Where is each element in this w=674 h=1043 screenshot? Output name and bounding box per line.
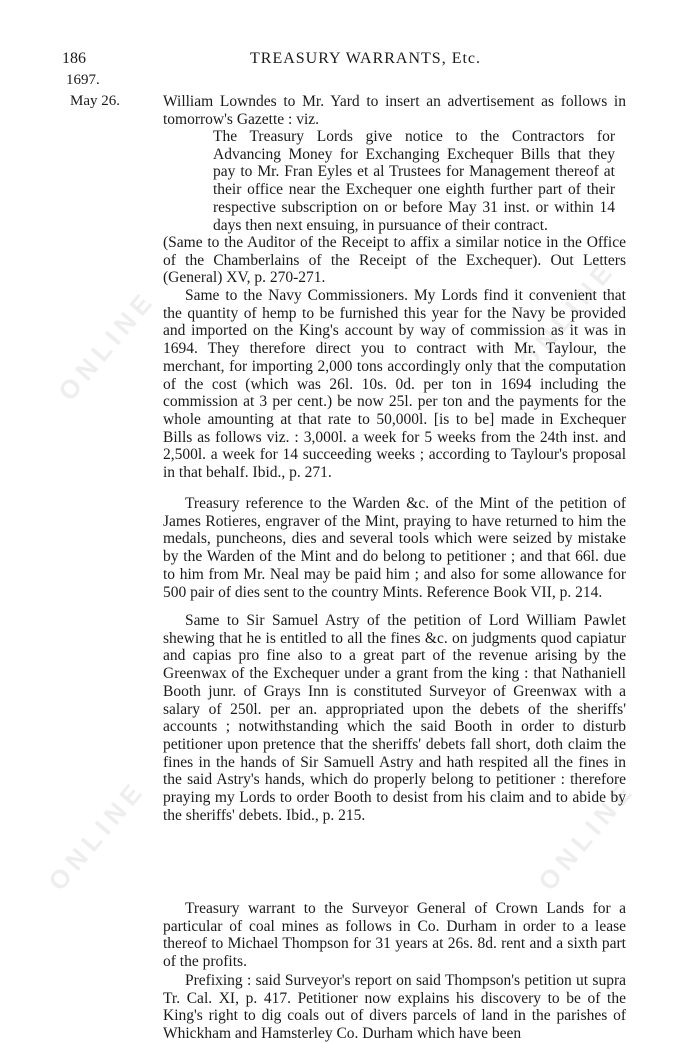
paragraph-prefixing: Prefixing : said Surveyor's report on said Thompson's petition ut supra Tr. Cal. XI, p. 417. Petitioner now explains his discovery to be of the King's right to dig coals out of divers parcels of land in the parishes of Whickham and Hamsterley Co. Durham which have been — [163, 972, 626, 1043]
margin-date: May 26. — [70, 93, 120, 109]
watermark: ONLINE — [52, 284, 162, 407]
paragraph-coal-mines-warrant: Treasury warrant to the Surveyor General of Crown Lands for a particular of coal mines as follows in Co. Durham in order to a lease thereof to Michael Thompson for 31 years at 26s. 8d. rent and a sixth part of the profits. — [163, 900, 626, 971]
paragraph-gazette-notice: The Treasury Lords give notice to the Contractors for Advancing Money for Exchanging Exchequer Bills that they pay to Mr. Fran Eyles et al Trustees for Management thereof at their office near the Exchequer one eighth further part of their respective subscription on or before May 31 inst. or within 14 days then next ensuing, in pursuance of their contract. — [213, 128, 615, 234]
paragraph-auditor-note: (Same to the Auditor of the Receipt to affix a similar notice in the Office of the Chamberlains of the Receipt of the Exchequer). Out Letters (General) XV, p. 270-271. — [163, 234, 626, 287]
page-number: 186 — [62, 50, 86, 67]
watermark: ONLINE — [42, 774, 152, 897]
paragraph-mint-reference: Treasury reference to the Warden &c. of the Mint of the petition of James Rotieres, engraver of the Mint, praying to have returned to him the medals, puncheons, dies and several tools which were seized by mistake by the Warden of the Mint and do belong to petitioner ; and that 66l. due to him from Mr. Neal may be paid him ; and also for some allowance for 500 pair of dies sent to the country Mints. Reference Book VII, p. 214. — [163, 495, 626, 601]
paragraph-lowndes-advertisement: William Lowndes to Mr. Yard to insert an advertisement as follows in tomorrow's Gazette : viz. — [163, 93, 626, 128]
watermark: ONLINE — [532, 774, 642, 897]
watermark: ONLINE — [512, 254, 622, 377]
paragraph-navy-commissioners: Same to the Navy Commissioners. My Lords find it convenient that the quantity of hemp to be furnished this year for the Navy be provided and imported on the King's account by way of commission as it was in 1694. They therefore direct you to contract with Mr. Taylour, the merchant, for importing 2,000 tons accordingly only that the computation of the cost (which was 26l. 10s. 0d. per ton in 1694 including the commission at 3 per cent.) be now 25l. per ton and the payments for the whole amounting at that rate to 50,000l. [is to be] made in Exchequer Bills as follows viz. : 3,000l. a week for 5 weeks from the 24th inst. and 2,500l. a week for 14 succeeding weeks ; according to Taylour's proposal in that behalf. Ibid., p. 271. — [163, 287, 626, 482]
paragraph-astry-petition: Same to Sir Samuel Astry of the petition of Lord William Pawlet shewing that he is entitled to all the fines &c. on judgments quod capiatur and capias pro fine also to a great part of the revenue arising by the Greenwax of the Exchequer under a grant from the king : that Nathaniell Booth junr. of Grays Inn is constituted Surveyor of Greenwax with a salary of 250l. per an. appropriated upon the debets of the sheriffs' accounts ; notwithstanding which the said Booth in order to disturb petitioner upon pretence that the sheriffs' debets fall short, doth claim the fines in the hands of Sir Samuell Astry and hath respited all the fines in the said Astry's hands, which do properly belong to petitioner : therefore praying my Lords to order Booth to desist from his claim and to abide by the sheriffs' debets. Ibid., p. 215. — [163, 612, 626, 824]
margin-year: 1697. — [66, 72, 100, 88]
running-title: TREASURY WARRANTS, Etc. — [250, 50, 482, 67]
